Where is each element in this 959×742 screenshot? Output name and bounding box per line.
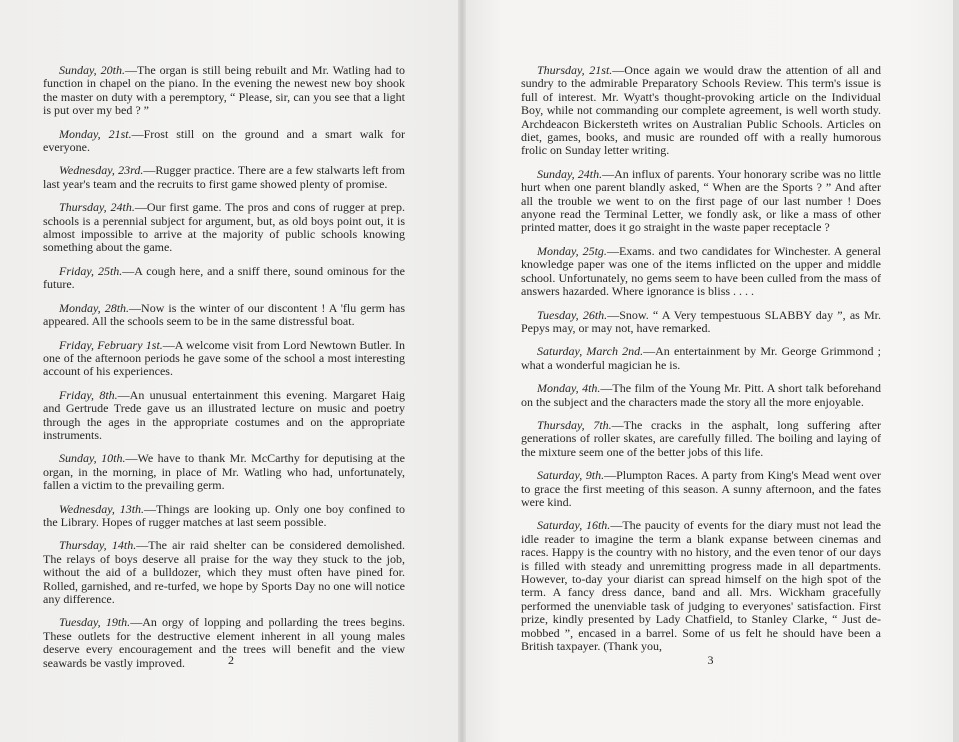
entry-date: Friday, February 1st. — [59, 337, 163, 352]
left-diary-entries — [43, 64, 405, 670]
entry-date: Thursday, 24th. — [59, 200, 135, 215]
entry-text: —The cracks in the asphalt, long suffering after generations of roller skates, are carefully filled. The boiling and laying of the mixture seem one of the better jobs of this life. — [521, 417, 881, 459]
entry-date: Saturday, 9th. — [537, 468, 605, 483]
diary-entry — [521, 469, 881, 509]
diary-entry — [43, 302, 405, 329]
diary-entry — [521, 419, 881, 459]
entry-date: Friday, 25th. — [59, 263, 123, 278]
diary-entry — [43, 339, 405, 379]
entry-date: Thursday, 7th. — [537, 417, 612, 432]
diary-entry — [43, 128, 405, 155]
page-edge — [953, 0, 959, 742]
diary-entry — [43, 164, 405, 191]
diary-entry — [43, 201, 405, 255]
entry-text: —A cough here, and a sniff there, sound ominous for the future. — [43, 263, 405, 292]
diary-entry — [43, 389, 405, 443]
entry-date: Tuesday, 19th. — [59, 615, 131, 630]
entry-date: Sunday, 10th. — [59, 451, 126, 466]
entry-text: —Exams. and two candidates for Winchester. A general knowledge paper was one of the items inflicted on the upper and middle school. Unfortunately, no gems seem to have been culled from the mass of answers hazarded. Where ignorance is bliss . . . . — [521, 243, 881, 299]
entry-date: Tuesday, 26th. — [537, 307, 608, 322]
entry-date: Saturday, 16th. — [537, 518, 611, 533]
entry-text: —An influx of parents. Your honorary scribe was no little hurt when one parent blandly asked, “ When are the Sports ? ” And after all the trouble we went to on the first page of our last number ! Does anyone read the Terminal Letter, we fondly ask, or like a mass of other printed matter, does it go straight in the waste paper receptacle ? — [521, 166, 882, 235]
diary-entry — [521, 64, 881, 158]
diary-entry — [43, 64, 405, 118]
entry-date: Thursday, 21st. — [537, 63, 613, 77]
entry-date: Sunday, 24th. — [537, 166, 603, 181]
entry-text: —Our first game. The pros and cons of rugger at prep. schools is a perennial subject for argument, but, as old boys point out, it is almost impossible to arrive at the majority of public schools knowing something about the game. — [43, 200, 405, 255]
entry-date: Monday, 4th. — [537, 381, 601, 396]
entry-text: —The air raid shelter can be considered demolished. The relays of boys deserve all praise for the way they stuck to the job, without the aid of a bulldozer, which they must often have pined for. Rolled, garnished, and re-turfed, we hope by Sports Day no one will notice any difference. — [43, 538, 405, 606]
entry-text: —Now is the winter of our discontent ! A 'flu germ has appeared. All the schools seem to be in the same distressful boat. — [43, 300, 405, 329]
diary-entry — [521, 382, 881, 409]
entry-text: —An unusual entertainment this evening. Margaret Haig and Gertrude Trede gave us an illustrated lecture on music and poetry through the ages in the appropriate costumes and on the appropriate instruments. — [43, 387, 406, 442]
entry-text: —Rugger practice. There are a few stalwarts left from last year's team and the recruits to first game showed plenty of promise. — [43, 163, 406, 191]
entry-text: —An entertainment by Mr. George Grimmond ; what a wonderful magician he is. — [521, 344, 881, 372]
right-diary-entries — [521, 64, 881, 653]
book-gutter — [458, 0, 466, 742]
entry-date: Wednesday, 13th. — [59, 501, 145, 516]
diary-entry — [43, 265, 405, 292]
entry-text: —An orgy of lopping and pollarding the trees begins. These outlets for the destructive element inherent in all young males deserve every encouragement and the trees will benefit and the view seawards be vastly improved. — [43, 615, 405, 670]
entry-text: —Frost still on the ground and a smart walk for everyone. — [43, 126, 405, 155]
diary-entry — [43, 539, 405, 606]
entry-text: —Snow. “ A Very tempestuous SLABBY day ”, as Mr. Pepys may, or may not, have remarked. — [521, 307, 881, 335]
entry-text: —A welcome visit from Lord Newtown Butler. In one of the afternoon periods he gave some of the school a most interesting account of his experiences. — [43, 337, 405, 379]
page-number: 3 — [707, 652, 714, 667]
diary-entry — [521, 168, 881, 235]
entry-text: —The organ is still being rebuilt and Mr. Watling had to function in chapel on the piano. In the evening the newest new boy shook the master on duty with a peremptory, “ Please, sir, can you see that a light is put over my bed ? ” — [43, 63, 405, 118]
entry-date: Thursday, 14th. — [59, 538, 137, 553]
right-page — [462, 0, 959, 742]
left-page — [0, 0, 462, 742]
diary-entry — [521, 245, 881, 299]
entry-text: —Things are looking up. Only one boy confined to the Library. Hopes of rugger matches at last seem possible. — [43, 501, 405, 529]
diary-entry — [43, 503, 405, 530]
entry-text: —The film of the Young Mr. Pitt. A short talk beforehand on the subject and the characters made the story all the more enjoyable. — [521, 381, 881, 409]
entry-text: —Plumpton Races. A party from King's Mead went over to grace the first meeting of this season. A sunny afternoon, and the fates were kind. — [521, 468, 881, 509]
entry-date: Monday, 25tg. — [537, 243, 607, 258]
diary-entry — [521, 309, 881, 336]
entry-date: Friday, 8th. — [59, 387, 118, 402]
entry-text: —The paucity of events for the diary must not lead the idle reader to imagine the term a blank expanse between cinemas and races. Happy is the country with no history, and the even tenor of our days is filled with steady and unremitting progress made in all departments. However, to-day your diarist can spread himself on the high spot of the term. A fancy dress dance, band and all. Mrs. Wickham gracefully performed the unenviable task of judging to everyones' satisfaction. First prize, kindly presented by Lady Chatfield, to Stanley Clarke, “ Just de-mobbed ”, encased in a barrel. Some of us felt he should have been a British taxpayer. (Thank you, — [521, 518, 881, 654]
diary-entry — [43, 452, 405, 492]
entry-date: Saturday, March 2nd. — [537, 344, 644, 359]
entry-date: Wednesday, 23rd. — [59, 163, 144, 178]
entry-text: —Once again we would draw the attention of all and sundry to the admirable Preparatory Schools Review. This term's issue is full of interest. Mr. Wyatt's thought-provoking article on the Individual Boy, while not commanding our complete agreement, is well worth study. Archdeacon Bickersteth writes on Australian Public Schools. Articles on diet, games, books, and music are rounded off with a really humorous frolic on Sunday letter writing. — [521, 63, 882, 158]
entry-text: —We have to thank Mr. McCarthy for deputising at the organ, in the morning, in place of Mr. Watling who had, unfortunately, fallen a victim to the prevailing germ. — [43, 451, 405, 493]
entry-date: Monday, 21st. — [59, 126, 132, 141]
entry-date: Sunday, 20th. — [59, 63, 125, 77]
page-number: 2 — [228, 652, 234, 667]
diary-entry — [521, 519, 881, 653]
diary-entry — [521, 345, 881, 372]
entry-date: Monday, 28th. — [59, 300, 130, 315]
